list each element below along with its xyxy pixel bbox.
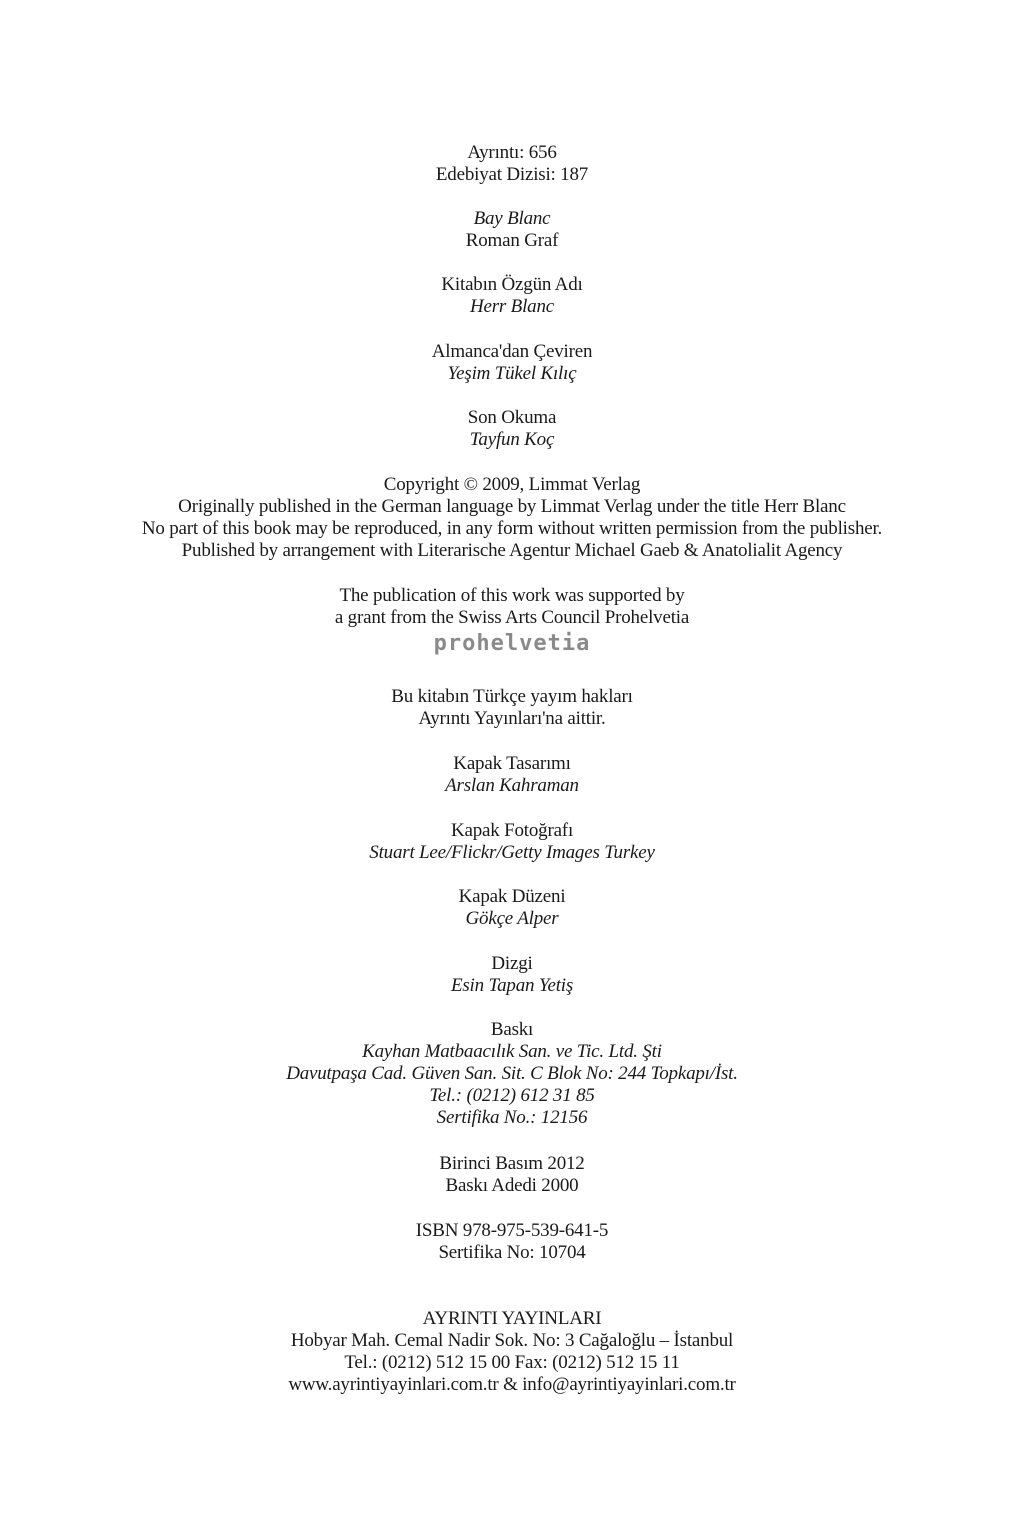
title-block [0,208,1024,252]
copyright-line: Originally published in the German language by Limmat Verlag under the title Herr Blanc [178,496,846,517]
edition-block [0,1153,1024,1197]
cover-design-value: Arslan Kahraman [445,775,579,796]
printing-block [0,1019,1024,1129]
series-line: Edebiyat Dizisi: 187 [435,164,589,185]
series-info [0,142,1024,186]
publisher-web: www.ayrintiyayinlari.com.tr & info@ayrintiyayinlari.com.tr [288,1374,736,1395]
publisher-phone: Tel.: (0212) 512 15 00 Fax: (0212) 512 15 11 [344,1352,680,1373]
copyright-line: Published by arrangement with Literarische Agentur Michael Gaeb & Anatolialit Agency [181,540,843,561]
support-line: The publication of this work was supported by [339,585,685,606]
cover-photo-block [0,820,1024,864]
publisher-block [0,1308,1024,1396]
proofreading-label: Son Okuma [467,407,557,428]
original-title-label: Kitabın Özgün Adı [441,274,583,295]
copyright-line: No part of this book may be reproduced, in any form without written permission from the publisher. [141,518,883,539]
book-title: Bay Blanc [473,208,551,229]
copyright-block [0,474,1024,562]
proofreading-value: Tayfun Koç [469,429,555,450]
typesetting-value: Esin Tapan Yetiş [450,975,574,996]
copyright-line: Copyright © 2009, Limmat Verlag [383,474,641,495]
original-title-value: Herr Blanc [469,296,554,317]
cover-design-block [0,753,1024,797]
cover-photo-label: Kapak Fotoğrafı [450,820,574,841]
support-block [0,585,1024,657]
cover-layout-label: Kapak Düzeni [458,886,566,907]
printing-line: Davutpaşa Cad. Güven San. Sit. C Blok No: 244 Topkapı/İst. [286,1063,738,1084]
prohelvetia-logo: prohelvetia [433,631,591,656]
rights-block [0,686,1024,730]
printing-line: Kayhan Matbaacılık San. ve Tic. Ltd. Şti [362,1041,662,1062]
support-line: a grant from the Swiss Arts Council Prohelvetia [334,607,690,628]
typesetting-block [0,953,1024,997]
publisher-address: Hobyar Mah. Cemal Nadir Sok. No: 3 Cağaloğlu – İstanbul [290,1330,734,1351]
isbn-block [0,1220,1024,1264]
translator-label: Almanca'dan Çeviren [431,341,593,362]
certificate-number: Sertifika No: 10704 [438,1242,586,1263]
typesetting-label: Dizgi [491,953,533,974]
proofreading-block [0,407,1024,451]
cover-photo-value: Stuart Lee/Flickr/Getty Images Turkey [369,842,655,863]
cover-layout-block [0,886,1024,930]
rights-line: Bu kitabın Türkçe yayım hakları [391,686,633,707]
author-name: Roman Graf [465,230,559,251]
edition-line: Birinci Basım 2012 [439,1153,585,1174]
publisher-name: AYRINTI YAYINLARI [422,1308,602,1329]
translator-value: Yeşim Tükel Kılıç [447,363,577,384]
printing-line: Sertifika No.: 12156 [436,1107,588,1128]
isbn-number: ISBN 978-975-539-641-5 [415,1220,609,1241]
series-line: Ayrıntı: 656 [467,142,557,163]
rights-line: Ayrıntı Yayınları'na aittir. [418,708,606,729]
printing-label: Baskı [490,1019,534,1040]
cover-design-label: Kapak Tasarımı [453,753,571,774]
translator-block [0,341,1024,385]
original-title-block [0,274,1024,318]
cover-layout-value: Gökçe Alper [465,908,559,929]
printing-line: Tel.: (0212) 612 31 85 [429,1085,595,1106]
edition-line: Baskı Adedi 2000 [445,1175,579,1196]
